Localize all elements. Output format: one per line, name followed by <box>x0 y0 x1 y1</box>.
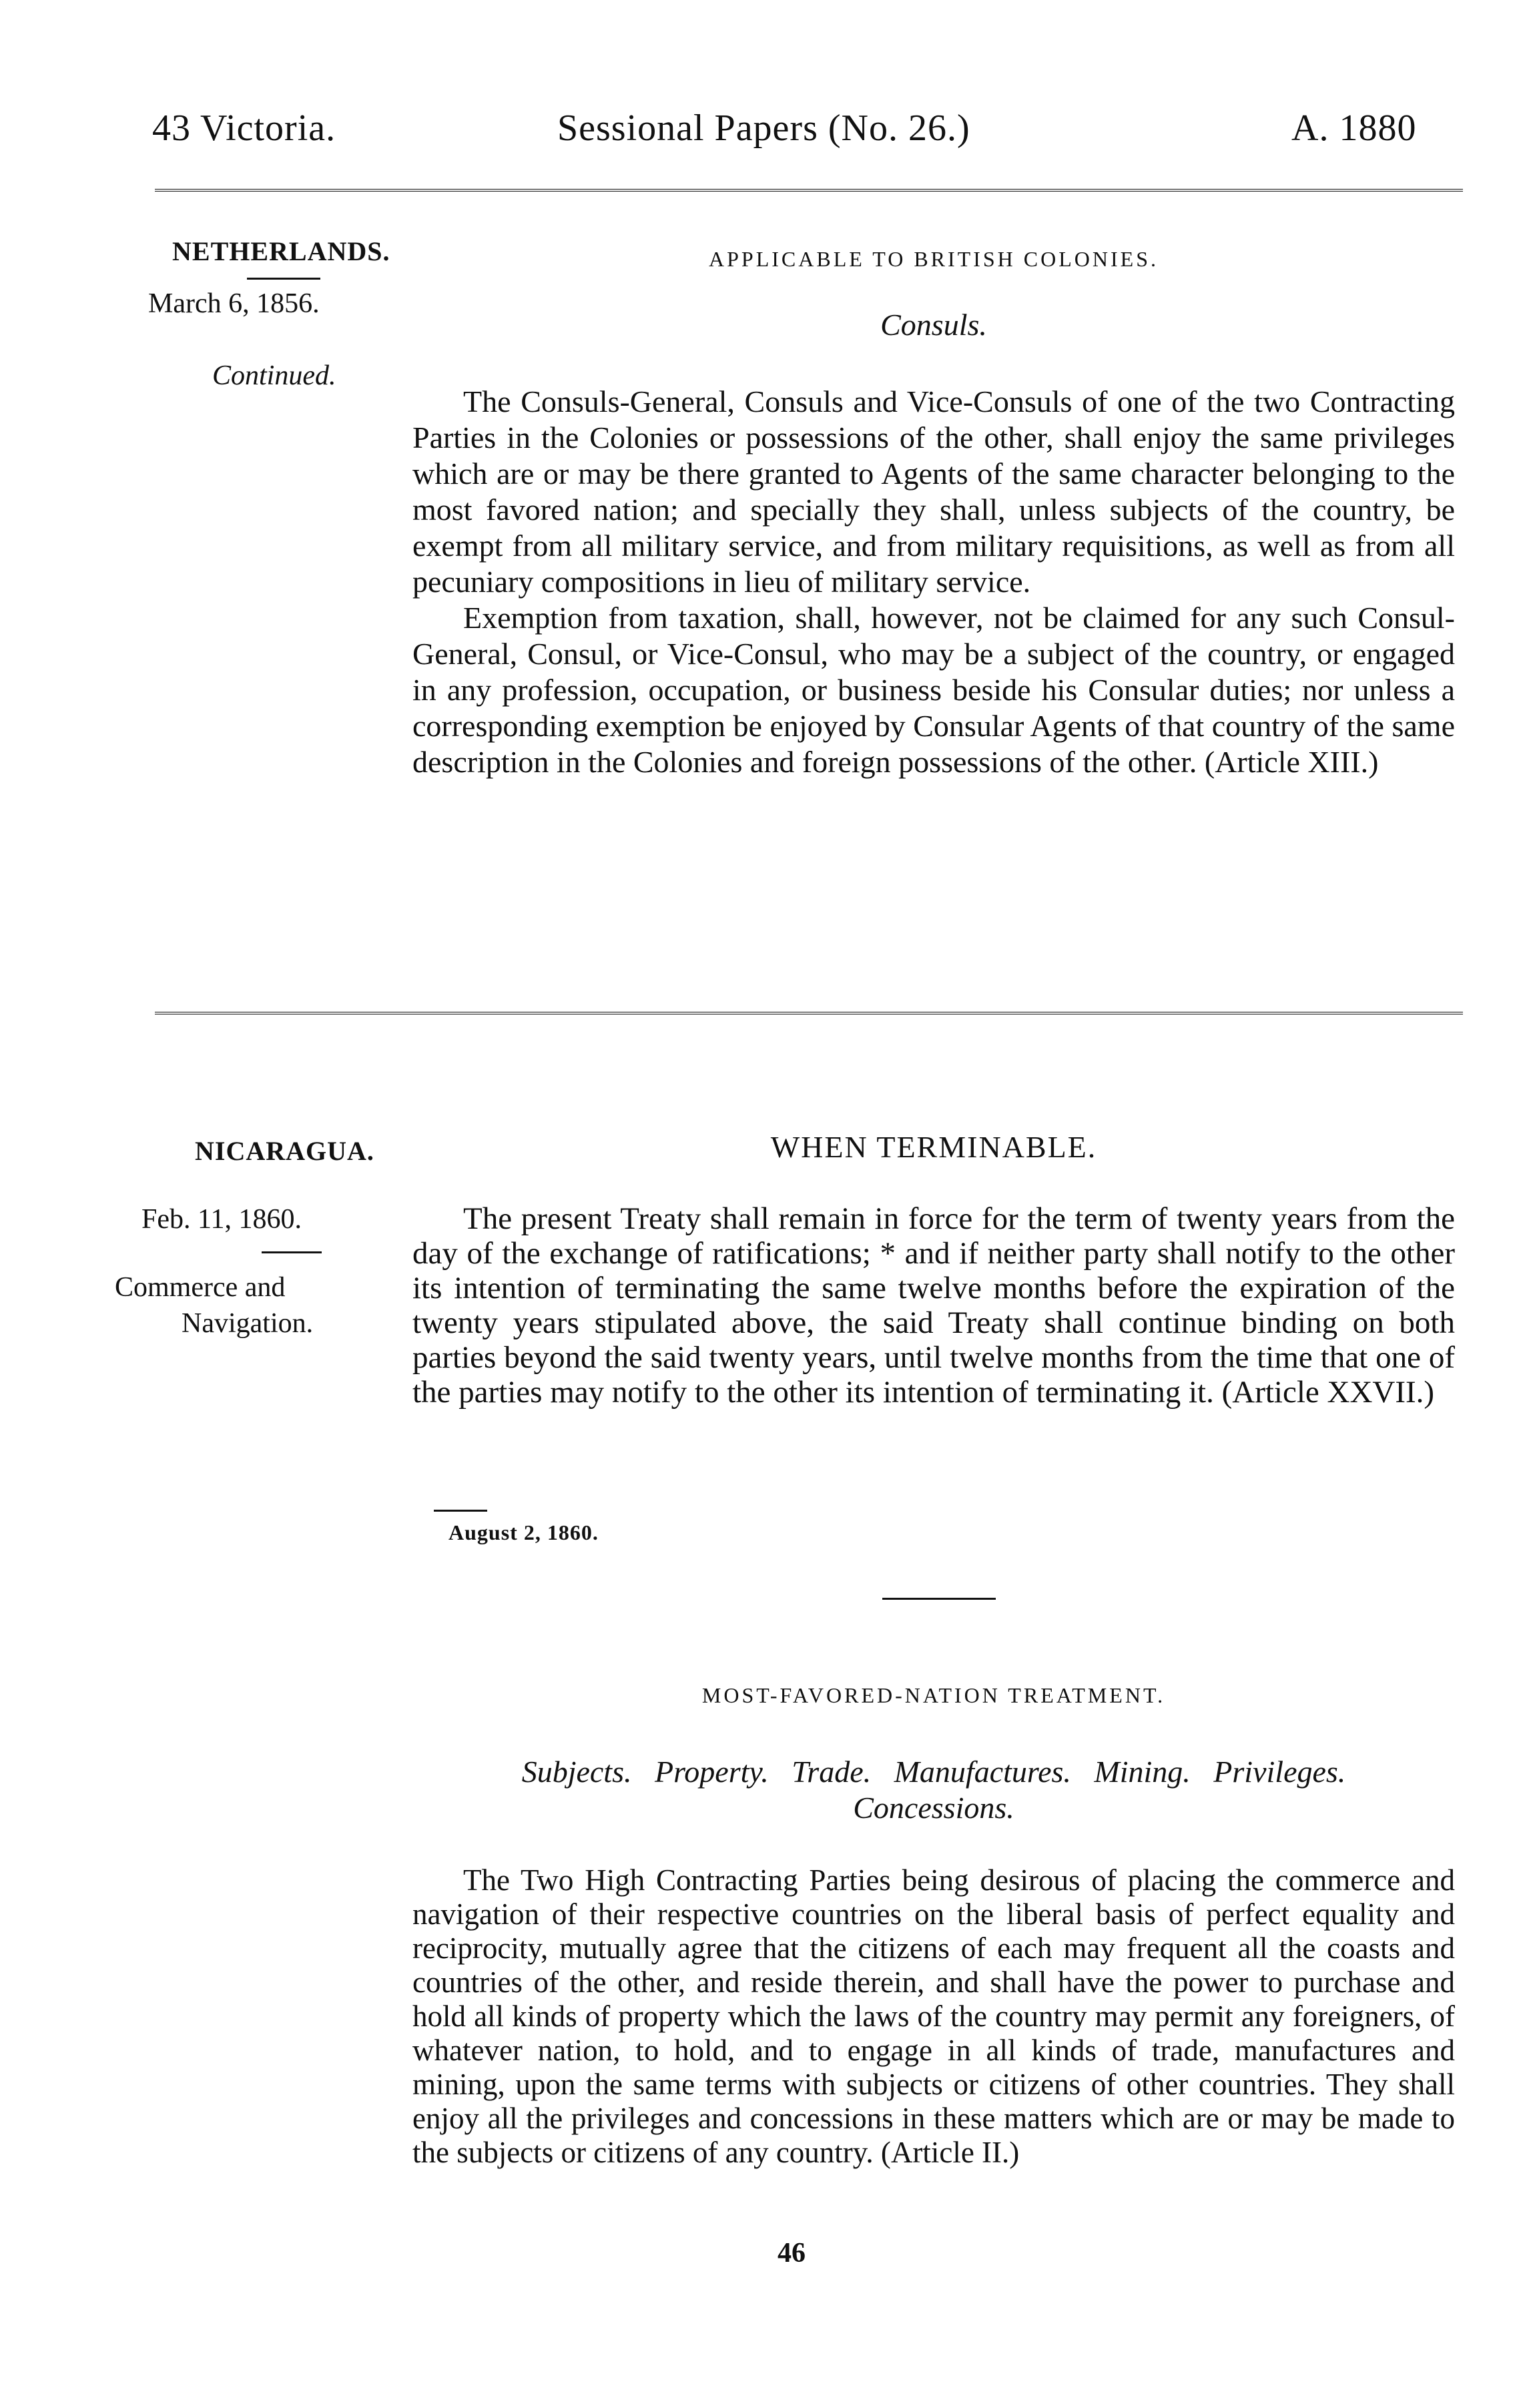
paragraph: The present Treaty shall remain in force for the term of twenty years from the day of the exchange of ratifications; * and if neither party shall notify to the other its intention of terminating the same twelve months before the expiration of the twenty years stipulated above, the said Treaty shall continue binding on both parties beyond the said twenty years, until twelve months from the time that one of the parties may notify to the other its intention of terminating it. (Article XXVII.) <box>412 1201 1455 1410</box>
footnote-rule <box>434 1510 487 1512</box>
section-heading: APPLICABLE TO BRITISH COLONIES. <box>709 247 1159 271</box>
page-number: 46 <box>778 2238 806 2269</box>
section-body <box>412 1863 1455 2170</box>
sidenote-rule <box>247 278 320 280</box>
section-body <box>412 384 1455 780</box>
section-subheading: Subjects. Property. Trade. Manufactures. Mining. Privileges. <box>521 1755 1346 1789</box>
section-subheading: Concessions. <box>853 1791 1014 1825</box>
sidenote-country: NETHERLANDS. <box>172 236 390 266</box>
sidenote-note: Continued. <box>212 360 336 391</box>
sidenote-date: March 6, 1856. <box>148 288 320 319</box>
sidenote-note: Navigation. <box>182 1308 314 1339</box>
running-header-center: Sessional Papers (No. 26.) <box>557 107 970 149</box>
sidenote-date: Feb. 11, 1860. <box>141 1204 302 1235</box>
paragraph: Exemption from taxation, shall, however, not be claimed for any such Consul-General, Consul, or Vice-Consul, who may be a subject of the country, or engaged in any profession, occupation, or business beside his Consular duties; nor unless a corresponding exemption be enjoyed by Consular Agents of that country of the same description in the Colonies and foreign possessions of the other. (Article XIII.) <box>412 601 1455 779</box>
section-divider-rule <box>155 1012 1463 1014</box>
section-divider-rule <box>882 1598 996 1600</box>
sidenote-note: Commerce and <box>115 1272 286 1303</box>
section-subheading: Consuls. <box>880 308 987 342</box>
paragraph: The Consuls-General, Consuls and Vice-Consuls of one of the two Contracting Parties in the Colonies or possessions of the other, shall enjoy the same privileges which are or may be there granted to Agents of the same character belonging to the most favored nation; and specially they shall, unless subjects of the country, be exempt from all military service, and from military requisitions, as well as from all pecuniary compositions in lieu of military service. <box>412 384 1455 599</box>
section-heading: WHEN TERMINABLE. <box>770 1130 1097 1164</box>
running-header-right: A. 1880 <box>1291 107 1417 149</box>
sidenote-rule <box>262 1251 322 1253</box>
sidenote-country: NICARAGUA. <box>195 1136 374 1166</box>
header-rule <box>155 189 1463 192</box>
running-header-left: 43 Victoria. <box>152 107 336 149</box>
paragraph: The Two High Contracting Parties being desirous of placing the commerce and navigation of their respective countries on the liberal basis of perfect equality and reciprocity, mutually agree that the citizens of each may frequent all the coasts and countries of the other, and reside therein, and shall have the power to purchase and hold all kinds of property which the laws of the country may permit any foreigners, of whatever nation, to hold, and to engage in all kinds of trade, manufactures and mining, upon the same terms with subjects or citizens of other countries. They shall enjoy all the privileges and concessions in these matters which are or may be made to the subjects or citizens of any country. (Article II.) <box>412 1863 1455 2169</box>
section-body <box>412 1201 1455 1410</box>
footnote: August 2, 1860. <box>448 1520 599 1544</box>
section-heading: MOST-FAVORED-NATION TREATMENT. <box>701 1683 1166 1707</box>
